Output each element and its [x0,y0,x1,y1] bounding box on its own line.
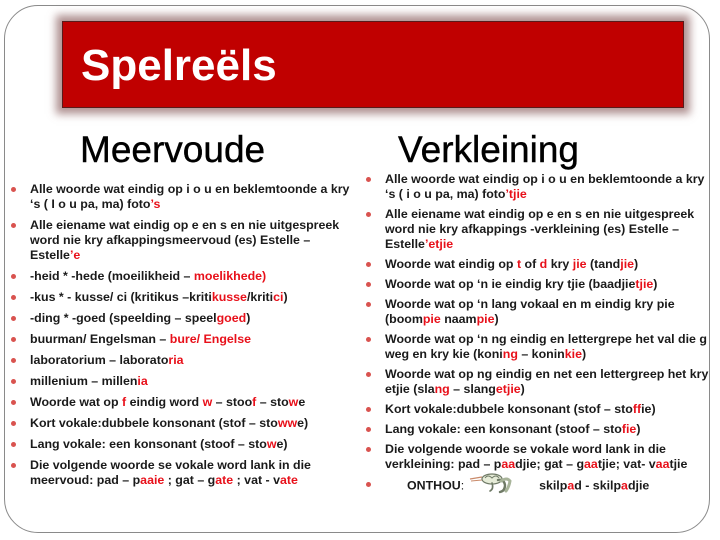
highlight-text: jie [572,257,587,271]
highlight-text: aaie [140,473,165,487]
highlight-text: fie [621,422,637,436]
highlight-text: ff [632,402,642,416]
rule-text: buurman/ Engelsman – [30,332,170,346]
rule-item [365,207,710,252]
title-banner [62,21,684,108]
rule-text: ) [246,311,251,325]
rule-text: Woorde wat op ‘n ng eindig en lettergrepe het val die g weg en kry kie (koni [385,332,707,361]
rule-item [10,218,355,263]
bullet-icon [11,400,16,405]
highlight-text: w [266,437,277,451]
bullet-icon [11,379,16,384]
highlight-text: ’s [150,197,161,211]
rule-item [10,332,355,347]
rule-item [10,395,355,410]
rule-text: Alle eiename wat eindig op e en s en nie uitgespreek word nie kry afkappingsmeervoud (es) Estelle – Estelle [30,218,340,262]
rule-text: ie) [641,402,656,416]
rule-text: ) [653,277,658,291]
rule-item [365,172,710,202]
highlight-text: d [539,257,548,271]
highlight-text: kusse [211,290,247,304]
bullet-icon [11,316,16,321]
onthou-item [365,477,710,495]
rule-item [365,422,710,437]
highlight-text: etjie [495,382,521,396]
bullet-icon [11,295,16,300]
rule-text: djie; gat – g [515,457,585,471]
rule-text: Kort vokale:dubbele konsonant (stof – sto [385,402,633,416]
bullet-icon [11,187,16,192]
bullet-icon [366,262,371,267]
rule-text: ) [283,290,288,304]
highlight-text: w [288,395,299,409]
bullet-icon [11,442,16,447]
rule-text: ) [494,312,499,326]
rule-text: – slang [449,382,496,396]
highlight-text: pie [476,312,495,326]
rule-text: e) [297,416,309,430]
highlight-text: kie [564,347,582,361]
bullet-icon [366,177,371,182]
onthou-example [539,478,649,492]
highlight-text: aa [584,457,598,471]
rule-text: millenium – millen [30,374,138,388]
highlight-text: ’etjie [424,237,454,251]
bullet-icon [366,482,371,487]
highlight-text: moelikhede) [193,269,267,283]
rule-text: Die volgende woorde se vokale word lank in die verkleining: pad – p [385,442,666,471]
bullet-icon [366,302,371,307]
rule-text: Alle woorde wat eindig op i o u en beklemtoonde a kry ‘s ( i o u pa, ma) foto [385,172,705,201]
rule-item [10,290,355,305]
rule-text: kry [547,257,573,271]
rule-text: -kus * - kusse/ ci (kritikus –kriti [30,290,212,304]
highlight-text: goed [216,311,247,325]
rule-text: ) [636,422,641,436]
rule-text: Alle eiename wat eindig op e en s en nie uitgespreek word nie kry afkappings -verkleining (es) Estelle – Estelle [385,207,695,251]
rule-item [10,458,355,488]
rule-text: ) [520,382,525,396]
highlight-text: ate [280,473,298,487]
rule-item [365,442,710,472]
rule-item [365,257,710,272]
rule-item [365,367,710,397]
rule-text: d - skilp [574,478,622,493]
rule-text: tjie; vat- v [597,457,656,471]
rule-text: Woorde wat op ng eindig en net een lettergreep het kry etjie (sla [385,367,709,396]
heading-verkleining: Verkleining [398,129,580,170]
highlight-text: pie [422,312,441,326]
highlight-text: ’e [69,248,81,262]
rule-item [365,332,710,362]
highlight-text: ia [137,374,148,388]
meervoude-rules-list [10,182,355,494]
rule-text: /kriti [246,290,274,304]
highlight-text: f [122,395,127,409]
rule-text: Lang vokale: een konsonant (stoof – sto [30,437,267,451]
rule-item [10,416,355,431]
rule-text: Woorde wat op ‘n ie eindig kry tjie (baadjie [385,277,636,291]
rule-text: e) [276,437,288,451]
rule-text: Kort vokale:dubbele konsonant (stof – sto [30,416,278,430]
slide-title: Spelreëls [81,41,277,90]
rule-text: Die volgende woorde se vokale word lank in die meervoud: pad – p [30,458,311,487]
rule-text: ) [581,347,587,361]
heading-meervoude: Meervoude [80,129,266,170]
rule-item [10,353,355,368]
bullet-icon [11,358,16,363]
rule-text: Alle woorde wat eindig op i o u en beklemtoonde a kry ‘s ( I o u pa, ma) foto [30,182,350,211]
rule-text: ) [634,257,639,271]
highlight-text: ci [273,290,284,304]
highlight-text: ww [277,416,298,430]
verkleining-rules-list [365,172,710,500]
highlight-text: t [516,257,522,271]
bullet-icon [366,337,371,342]
rule-text: e [298,395,306,409]
highlight-text: f [252,395,257,409]
rule-text: -ding * -goed (speelding – speel [30,311,217,325]
highlight-text: ate [215,473,234,487]
rule-text: (tand [586,257,621,271]
rule-item [10,182,355,212]
bullet-icon [366,407,371,412]
rule-item [365,402,710,417]
highlight-text: aa [501,457,516,471]
highlight-text: tjie [635,277,654,291]
bullet-icon [366,447,371,452]
rule-text: – stoo [212,395,253,409]
bullet-icon [11,223,16,228]
rule-item [10,437,355,452]
bullet-icon [366,212,371,217]
bullet-icon [11,463,16,468]
rule-item [10,269,355,284]
highlight-text: ng [434,382,450,396]
highlight-text: a [621,478,628,493]
bullet-icon [11,337,16,342]
rule-item [10,374,355,389]
rule-text: of [521,257,540,271]
bullet-icon [366,282,371,287]
rule-item [10,311,355,326]
highlight-text: a [567,478,575,493]
rule-text: Woorde wat op ‘n lang vokaal en m eindig kry pie (boom [385,297,675,326]
rule-text: – sto [256,395,289,409]
highlight-text: ’tjie [505,187,527,201]
highlight-text: ria [168,353,184,367]
rule-text: skilp [539,478,568,493]
highlight-text: jie [620,257,635,271]
onthou-colon: : [460,478,465,493]
bullet-icon [366,427,371,432]
rule-text: tjie [669,457,688,471]
rule-text: ; vat - v [233,473,280,487]
rule-item [365,277,710,292]
highlight-text: bure/ Engelse [169,332,252,346]
rule-text: Woorde wat op [30,395,123,409]
rule-text: laboratorium – laborato [30,353,169,367]
rule-text: Woorde wat eindig op [385,257,517,271]
onthou-label: ONTHOU [407,478,461,493]
bullet-icon [11,421,16,426]
rule-text: djie [627,478,650,493]
rule-item [365,297,710,327]
rule-text: ; gat – g [164,473,216,487]
rule-text: Lang vokale: een konsonant (stoof – sto [385,422,622,436]
rule-text: naam [440,312,477,326]
bullet-icon [366,372,371,377]
turtle-icon [468,471,518,495]
bullet-icon [11,274,16,279]
rule-text: -heid * -hede (moeilikheid – [30,269,194,283]
highlight-text: ng [502,347,518,361]
highlight-text: w [202,395,213,409]
highlight-text: aa [655,457,670,471]
rule-text: eindig word [126,395,203,409]
rule-text: – konin [517,347,565,361]
